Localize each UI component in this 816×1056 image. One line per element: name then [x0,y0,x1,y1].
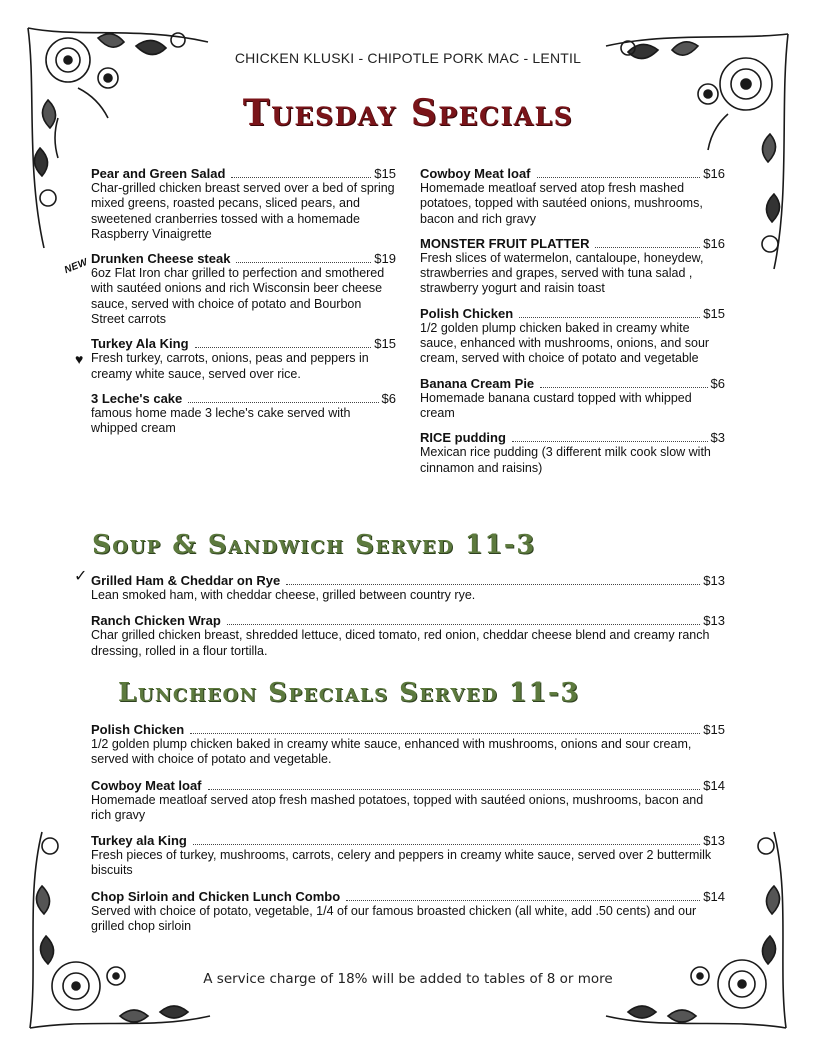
luncheon-specials-list [91,722,725,944]
menu-item-description: Fresh turkey, carrots, onions, peas and peppers in creamy white sauce, served over rice. [91,351,369,381]
menu-item-description: Mexican rice pudding (3 different milk cook slow with cinnamon and raisins) [420,445,711,475]
menu-item-header [91,336,396,351]
menu-item [91,391,396,437]
menu-item-name: Cowboy Meat loaf [91,777,202,793]
menu-item [420,166,725,227]
menu-item-description: Homemade meatloaf served atop fresh mashed potatoes, topped with sautéed onions, mushrooms, bacon and rich gravy [420,181,703,226]
dot-leader [519,316,700,318]
heart-icon: ♥ [75,351,84,367]
menu-item-name: Grilled Ham & Cheddar on Rye [91,573,281,588]
menu-item-header [91,722,725,737]
menu-item-price: $16 [703,235,725,251]
menu-item-header [91,833,725,848]
menu-item-header [420,306,725,321]
dot-leader [512,440,708,442]
dot-leader [190,732,700,734]
menu-item-header [91,573,725,588]
specials-left-column [91,166,396,446]
menu-item-header [91,391,396,406]
soup-sandwich-list [91,573,725,669]
menu-item [91,613,725,659]
menu-item-name: Ranch Chicken Wrap [91,613,221,629]
menu-item-price: $16 [703,166,725,181]
new-badge: NEW [62,256,90,277]
menu-item [91,166,396,242]
menu-item-description: famous home made 3 leche's cake served with whipped cream [91,405,351,436]
menu-item [91,336,396,382]
menu-item-name: Polish Chicken [420,305,514,321]
menu-item-name: Cowboy Meat loaf [420,166,531,181]
menu-item [91,573,725,603]
menu-item-description: Served with choice of potato, vegetable, 1/4 of our famous broasted chicken (all white, add .50 cents) and our grilled chop sirloin [91,903,697,934]
menu-item [420,430,725,476]
menu-item [91,722,725,768]
menu-item [420,306,725,367]
menu-item-description: Fresh slices of watermelon, cantaloupe, honeydew, strawberries and grapes, served with tuna salad , strawberry yogurt and raisin toast [420,250,704,296]
menu-item-price: $19 [374,251,396,267]
menu-item-price: $15 [374,336,396,352]
menu-item [91,889,725,935]
menu-item-price: $15 [703,305,725,321]
menu-item-price: $6 [381,390,396,406]
menu-item [91,833,725,879]
menu-item-name: Drunken Cheese steak [91,251,231,267]
menu-item-header [420,376,725,391]
menu-item-description: Char-grilled chicken breast served over a bed of spring mixed greens, roasted pecans, sliced pears, and sweetened cranberries tossed with a homemade Raspberry Vinaigrette [91,181,395,241]
menu-item-description: 1/2 golden plump chicken baked in creamy white sauce, enhanced with mushrooms, onions, and sour cream, served with choice of potato and vegetable [420,320,710,366]
menu-item-name: Turkey Ala King [91,336,189,352]
menu-item-description: 1/2 golden plump chicken baked in creamy white sauce, enhanced with mushrooms, onions and sour cream, served with choice of potato and vegetable. [91,737,692,767]
menu-item-header [91,613,725,628]
dot-leader [346,899,700,901]
menu-item-name: Banana Cream Pie [420,375,535,391]
dot-leader [193,843,700,845]
dot-leader [208,788,701,790]
page-title: Tuesday Specials [242,92,574,134]
soups-of-the-day: CHICKEN KLUSKI - CHIPOTLE PORK MAC - LENTIL [234,50,582,66]
menu-item-description: Fresh pieces of turkey, mushrooms, carrots, celery and peppers in creamy white sauce, served over 2 buttermilk biscuits [91,848,712,878]
checkmark-icon: ✓ [74,568,88,585]
menu-item-price: $13 [703,573,725,588]
menu-item-header [91,251,396,266]
soup-sandwich-heading: Soup & Sandwich Served 11-3 [92,530,536,560]
menu-item-price: $14 [703,777,725,793]
menu-item-description: 6oz Flat Iron char grilled to perfection and smothered with sautéed onions and rich Wisconsin beer cheese sauce, served with choice of potato and Bourbon Street carrots [91,266,385,327]
menu-item [91,251,396,327]
menu-item-price: $14 [703,888,725,904]
luncheon-specials-heading: Luncheon Specials Served 11-3 [118,678,580,708]
dot-leader [537,176,701,178]
menu-item-price: $15 [703,722,725,737]
dot-leader [195,346,372,348]
menu-item-description: Homemade meatloaf served atop fresh mashed potatoes, topped with sautéed onions, mushrooms, bacon and rich gravy [91,792,704,822]
dot-leader [188,401,378,403]
specials-right-column [420,166,725,485]
menu-item-name: Pear and Green Salad [91,166,226,181]
service-charge-note: A service charge of 18% will be added to tables of 8 or more [203,971,613,987]
menu-item-name: Chop Sirloin and Chicken Lunch Combo [91,888,341,904]
menu-item-name: RICE pudding [420,430,506,446]
menu-item-price: $13 [703,833,725,849]
menu-item-header [91,166,396,181]
dot-leader [595,246,700,248]
dot-leader [227,623,701,625]
menu-item-header [91,889,725,904]
dot-leader [540,386,707,388]
menu-item-price: $13 [703,613,725,629]
menu-item-header [420,430,725,445]
menu-item-name: MONSTER FRUIT PLATTER [420,235,590,251]
menu-item-description: Homemade banana custard topped with whipped cream [420,390,692,420]
menu-item-name: Polish Chicken [91,722,185,737]
dot-leader [231,176,371,178]
menu-item-header [420,236,725,251]
menu-item-description: Lean smoked ham, with cheddar cheese, grilled between country rye. [91,588,476,602]
menu-item-header [420,166,725,181]
dot-leader [286,583,700,585]
menu-item-name: 3 Leche's cake [91,390,183,406]
menu-item-price: $6 [710,375,725,391]
dot-leader [236,261,371,263]
menu-item [420,236,725,297]
menu-item-name: Turkey ala King [91,833,187,849]
menu-item-price: $3 [710,430,725,446]
menu-item [420,376,725,422]
menu-item [91,778,725,824]
menu-item-description: Char grilled chicken breast, shredded lettuce, diced tomato, red onion, cheddar cheese blend and creamy ranch dressing, rolled in a flour tortilla. [91,628,710,658]
menu-item-header [91,778,725,793]
menu-item-price: $15 [374,166,396,181]
